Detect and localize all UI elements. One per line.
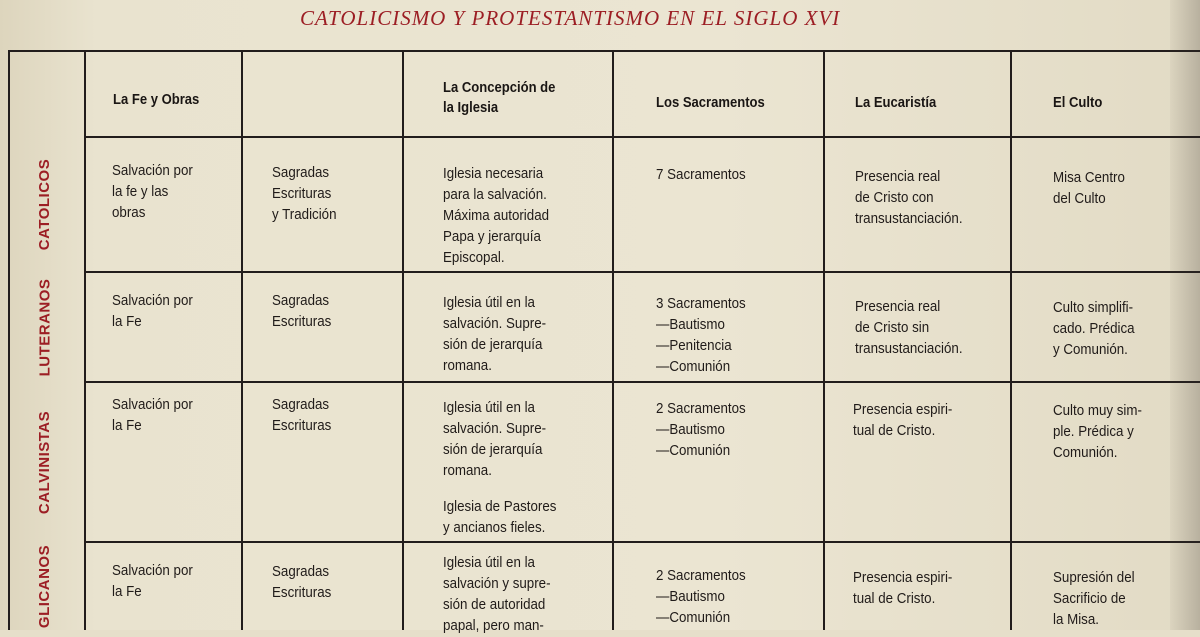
table-top-border <box>8 50 1200 52</box>
row-label-catolicos: CATOLICOS <box>36 158 54 251</box>
column-divider <box>1010 50 1012 630</box>
table-cell-culto: Culto muy sim- ple. Prédica y Comunión. <box>1053 403 1142 461</box>
page-title: CATOLICISMO Y PROTESTANTISMO EN EL SIGLO XVI <box>300 6 841 30</box>
table-cell-culto: Supresión del Sacrificio de la Misa. <box>1053 570 1135 628</box>
table-cell-sacramentos: 7 Sacramentos <box>656 167 746 183</box>
table-cell-escrituras: Sagradas Escrituras y Tradición <box>272 165 337 223</box>
table-cell-escrituras: Sagradas Escrituras <box>272 397 332 434</box>
table-cell-sacramentos: 2 Sacramentos —Bautismo —Comunión <box>656 401 746 459</box>
table-cell-culto: Misa Centro del Culto <box>1053 170 1125 207</box>
column-divider <box>241 50 243 630</box>
table-cell-salvacion: Salvación por la Fe <box>112 293 193 330</box>
header-fe-obras: La Fe y Obras <box>113 92 200 108</box>
table-cell-iglesia: Iglesia útil en la salvación. Supre- sión de jerarquía romana. <box>443 295 547 374</box>
table-cell-escrituras: Sagradas Escrituras <box>272 564 332 601</box>
page-edge-shadow <box>1170 0 1200 630</box>
table-cell-salvacion: Salvación por la Fe <box>112 563 193 600</box>
table-cell-salvacion: Salvación por la Fe <box>112 397 193 434</box>
row-divider <box>84 541 1200 543</box>
header-divider <box>84 136 1200 138</box>
row-divider <box>84 381 1200 383</box>
table-cell-eucaristia: Presencia espiri- tual de Cristo. <box>853 570 953 607</box>
table-cell-iglesia-extra: Iglesia de Pastores y ancianos fieles. <box>443 499 557 536</box>
header-eucaristia: La Eucaristía <box>855 95 937 111</box>
header-concepcion-iglesia: La Concepción de la Iglesia <box>443 80 556 116</box>
row-label-luteranos: LUTERANOS <box>36 278 54 376</box>
table-cell-iglesia: Iglesia útil en la salvación y supre- sión de autoridad papal, pero man- <box>443 555 551 634</box>
table-cell-eucaristia: Presencia real de Cristo con transustanciación. <box>855 169 963 227</box>
table-cell-iglesia: Iglesia necesaria para la salvación. Máxima autoridad Papa y jerarquía Episcopal. <box>443 166 550 266</box>
table-cell-eucaristia: Presencia real de Cristo sin transustanciación. <box>855 299 963 357</box>
column-divider <box>84 50 86 630</box>
row-divider <box>84 271 1200 273</box>
table-cell-escrituras: Sagradas Escrituras <box>272 293 332 330</box>
header-sacramentos: Los Sacramentos <box>656 95 765 111</box>
row-label-calvinistas: CALVINISTAS <box>36 410 54 514</box>
header-culto: El Culto <box>1053 95 1103 111</box>
row-label-anglicanos: GLICANOS <box>36 544 54 629</box>
table-cell-sacramentos: 3 Sacramentos —Bautismo —Penitencia —Comunión <box>656 296 746 375</box>
column-divider <box>823 50 825 630</box>
table-cell-culto: Culto simplifi- cado. Prédica y Comunión. <box>1053 300 1135 358</box>
table-cell-salvacion: Salvación por la fe y las obras <box>112 163 193 221</box>
table-cell-iglesia: Iglesia útil en la salvación. Supre- sión de jerarquía romana. <box>443 400 547 479</box>
table-cell-sacramentos: 2 Sacramentos —Bautismo —Comunión <box>656 568 746 626</box>
table-cell-eucaristia: Presencia espiri- tual de Cristo. <box>853 402 953 439</box>
column-divider <box>402 50 404 630</box>
column-divider <box>612 50 614 630</box>
